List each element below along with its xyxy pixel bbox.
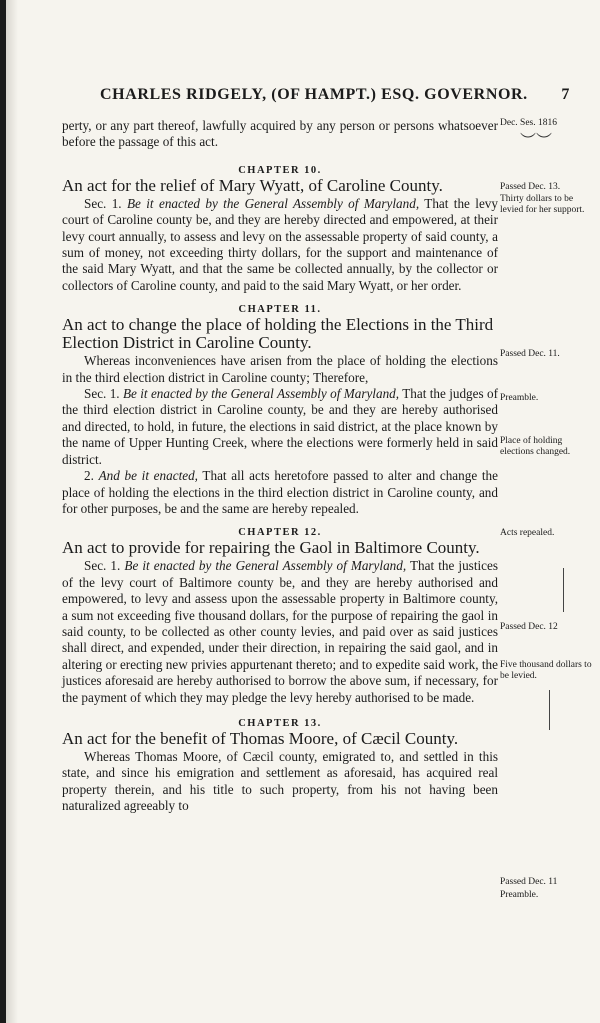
enacting-clause: Be it enacted by the General Assembly of Maryland, — [124, 558, 407, 574]
section-lead: Sec. 1. — [84, 558, 125, 574]
enacting-clause: Be it enacted by the General Assembly of Maryland, — [122, 386, 400, 402]
chapter-heading: CHAPTER 13. — [238, 717, 322, 729]
margin-note-passed: Passed Dec. 11 — [500, 877, 558, 887]
section-lead: Sec. 1. — [84, 386, 123, 402]
margin-note-passed: Passed Dec. 12 — [500, 622, 558, 632]
chapter-heading: CHAPTER 11. — [238, 304, 322, 316]
margin-note-preamble: Preamble. — [500, 393, 539, 403]
section-body: That all acts heretofore passed to alter and change the place of holding the elections in the third election district in Caroline county, and for other purposes, be and the same are hereby repealed. — [62, 468, 498, 516]
section-lead: 2. — [84, 468, 99, 484]
section-text — [62, 386, 498, 468]
margin-note-passed: Passed Dec. 11. — [500, 349, 560, 359]
main-column — [62, 118, 498, 815]
header-title: CHARLES RIDGELY, (OF HAMPT.) ESQ. GOVERNOR. — [100, 86, 528, 103]
enacting-clause: Be it enacted by the General Assembly of Maryland, — [126, 195, 420, 211]
margin-note-repealed: Acts repealed. — [500, 528, 555, 538]
handwritten-squiggle: ︶︶ — [520, 133, 553, 150]
chapter-heading: CHAPTER 12. — [238, 527, 322, 539]
running-header — [100, 86, 570, 108]
section-body: That the justices of the levy court of Baltimore county be, and they are hereby authorised and empowered, to levy and assess upon the assessable property in Baltimore county, a sum not exceeding five thousand dollars, for the purpose of repairing the gaol in said county, to be collected as other county levies, and paid over as said justices shall direct, and expended, under their direction, in repairing the said gaol, and in altering or erecting new privies appurtenant thereto; and to expedite said work, the justices aforesaid are hereby authorised to borrow the above sum, if necessary, for the payment of which they may pledge the levy hereby authorised to be made. — [62, 558, 498, 705]
section-body: That the judges of the third election district in Caroline county, be and they are hereby authorised and directed, to hold, in future, the elections in said district, at the place known by the name of Upper Hunting Creek, where the elections were formerly held in said district. — [62, 386, 498, 467]
preamble-text: Whereas inconveniences have arisen from the place of holding the elections in the third election district in Caroline county; Therefore, — [62, 353, 498, 385]
act-title: An act for the benefit of Thomas Moore, of Cæcil County. — [62, 728, 459, 748]
pencil-mark — [563, 568, 564, 612]
section-text — [62, 558, 498, 706]
preamble-text: Whereas Thomas Moore, of Cæcil county, emigrated to, and settled in this state, and since his emigration and settlement as aforesaid, has acquired real property therein, and his title to such property, from his not having been naturalized agreeably to — [62, 748, 498, 814]
margin-note-summary: Place of holding elections changed. — [500, 436, 571, 457]
margin-note-preamble: Preamble. — [500, 890, 539, 900]
act-title: An act to change the place of holding the Elections in the Third Election District in Caroline County. — [62, 315, 494, 353]
page-number: 7 — [561, 86, 570, 103]
section-text — [62, 468, 498, 517]
enacting-clause: And be it enacted, — [98, 468, 198, 484]
margin-note-passed: Passed Dec. 13. — [500, 182, 561, 192]
section-lead: Sec. 1. — [84, 195, 127, 211]
act-title: An act to provide for repairing the Gaol in Baltimore County. — [62, 538, 480, 558]
section-body: That the levy court of Caroline county be, and they are hereby directed and empowered, at their levy court annually, to assess and levy on the assessable property of said county, a sum of money, not exceeding thirty dollars, for the support and maintenance of the said Mary Wyatt, and that the same be collected annually, by the collector or collectors of Caroline county, and paid to the said Mary Wyatt, or her order. — [62, 195, 498, 293]
chapter-heading: CHAPTER 10. — [238, 164, 322, 176]
section-text — [62, 196, 498, 294]
margin-note-summary: Five thousand dollars to be levied. — [500, 660, 592, 681]
margin-note-session: Dec. Ses. 1816 — [500, 118, 557, 128]
intro-text: perty, or any part thereof, lawfully acquired by any person or persons whatsoever before the passage of this act. — [62, 118, 498, 150]
margin-note-summary: Thirty dollars to be levied for her support. — [500, 194, 585, 215]
pencil-mark — [549, 690, 550, 730]
act-title: An act for the relief of Mary Wyatt, of Caroline County. — [62, 175, 443, 195]
